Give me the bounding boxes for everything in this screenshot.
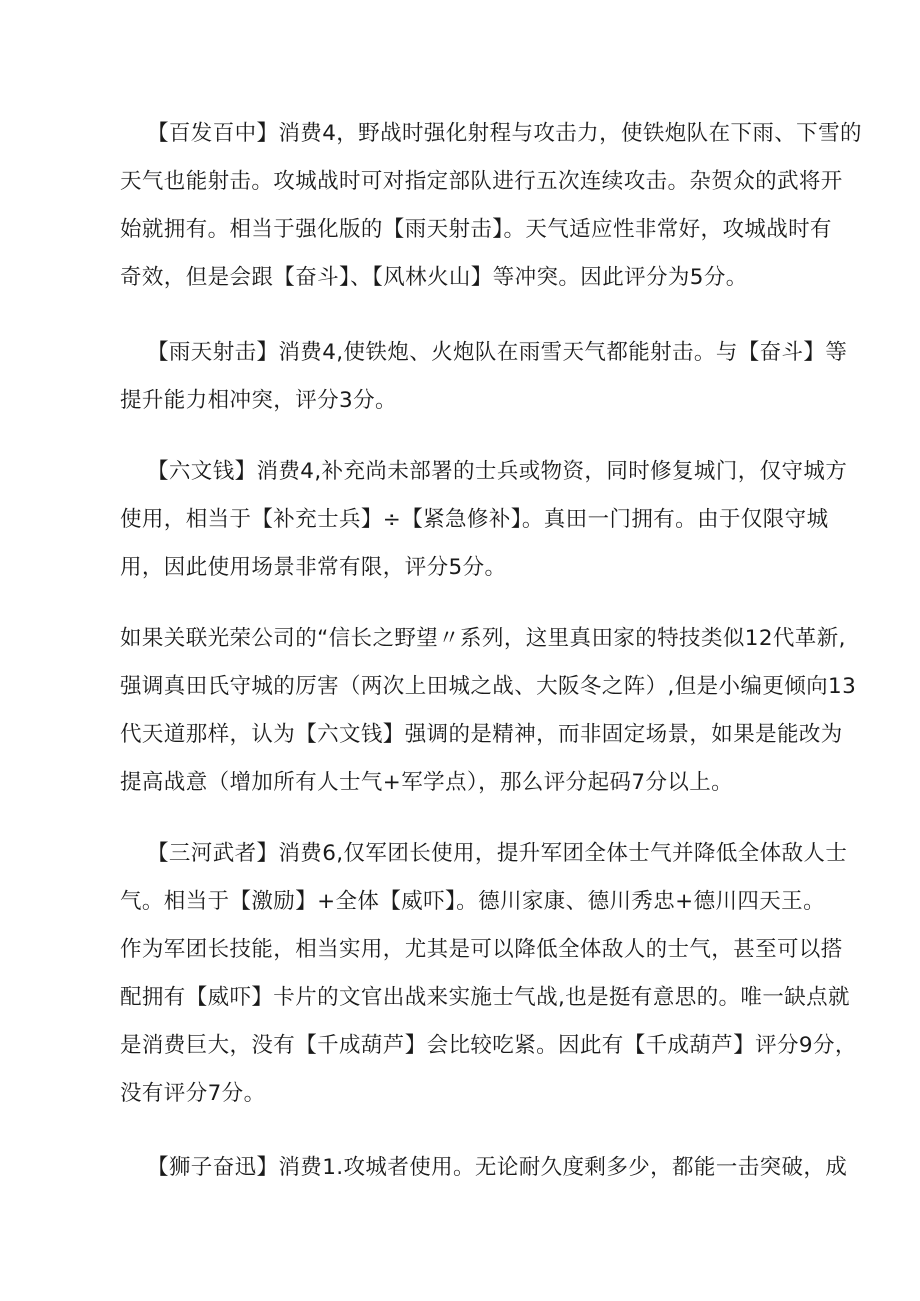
text-line: 使用，相当于【补充士兵】÷【紧急修补】。真田一门拥有。由于仅限守城 <box>120 507 829 532</box>
text-line: 配拥有【威吓】卡片的文官出战来实施士气战,也是挺有意思的。唯一缺点就 <box>120 985 850 1010</box>
text-line: 强调真田氏守城的厉害（两次上田城之战、大阪冬之阵）,但是小编更倾向13 <box>120 674 857 699</box>
text-line: 是消费巨大，没有【千成葫芦】会比较吃紧。因此有【千成葫芦】评分9分， <box>120 1033 857 1058</box>
text-line: 【三河武者】消费6,仅军团长使用，提升军团全体士气并降低全体敌人士 <box>147 841 848 866</box>
text-line: 奇效，但是会跟【奋斗】、【风林火山】等冲突。因此评分为5分。 <box>120 265 748 290</box>
text-line: 用，因此使用场景非常有限，评分5分。 <box>120 555 507 580</box>
text-line: 如果关联光荣公司的“信长之野望〃系列，这里真田家的特技类似12代革新, <box>120 626 846 651</box>
text-line: 天气也能射击。攻城战时可对指定部队进行五次连续攻击。杂贺众的武将开 <box>120 169 843 194</box>
text-line: 提高战意（增加所有人士气+军学点），那么评分起码7分以上。 <box>120 770 734 795</box>
text-line: 【百发百中】消费4，野战时强化射程与攻击力，使铁炮队在下雨、下雪的 <box>147 121 862 146</box>
text-line: 代天道那样，认为【六文钱】强调的是精神，而非固定场景，如果是能改为 <box>120 722 843 747</box>
text-line: 提升能力相冲突，评分3分。 <box>120 388 397 413</box>
text-line: 【狮子奋迅】消费1.攻城者使用。无论耐久度剩多少，都能一击突破，成 <box>147 1155 848 1180</box>
text-line: 【雨天射击】消费4,使铁炮、火炮队在雨雪天气都能射击。与【奋斗】等 <box>147 340 848 365</box>
text-line: 始就拥有。相当于强化版的【雨天射击】。天气适应性非常好，攻城战时有 <box>120 217 832 242</box>
text-line: 气。相当于【激励】+全体【威吓】。德川家康、德川秀忠+德川四天王。 <box>120 889 825 914</box>
text-line: 作为军团长技能，相当实用，尤其是可以降低全体敌人的士气，甚至可以搭 <box>120 937 843 962</box>
text-line: 没有评分7分。 <box>120 1081 266 1106</box>
text-line: 【六文钱】消费4,补充尚未部署的士兵或物资，同时修复城门，仅守城方 <box>147 459 848 484</box>
